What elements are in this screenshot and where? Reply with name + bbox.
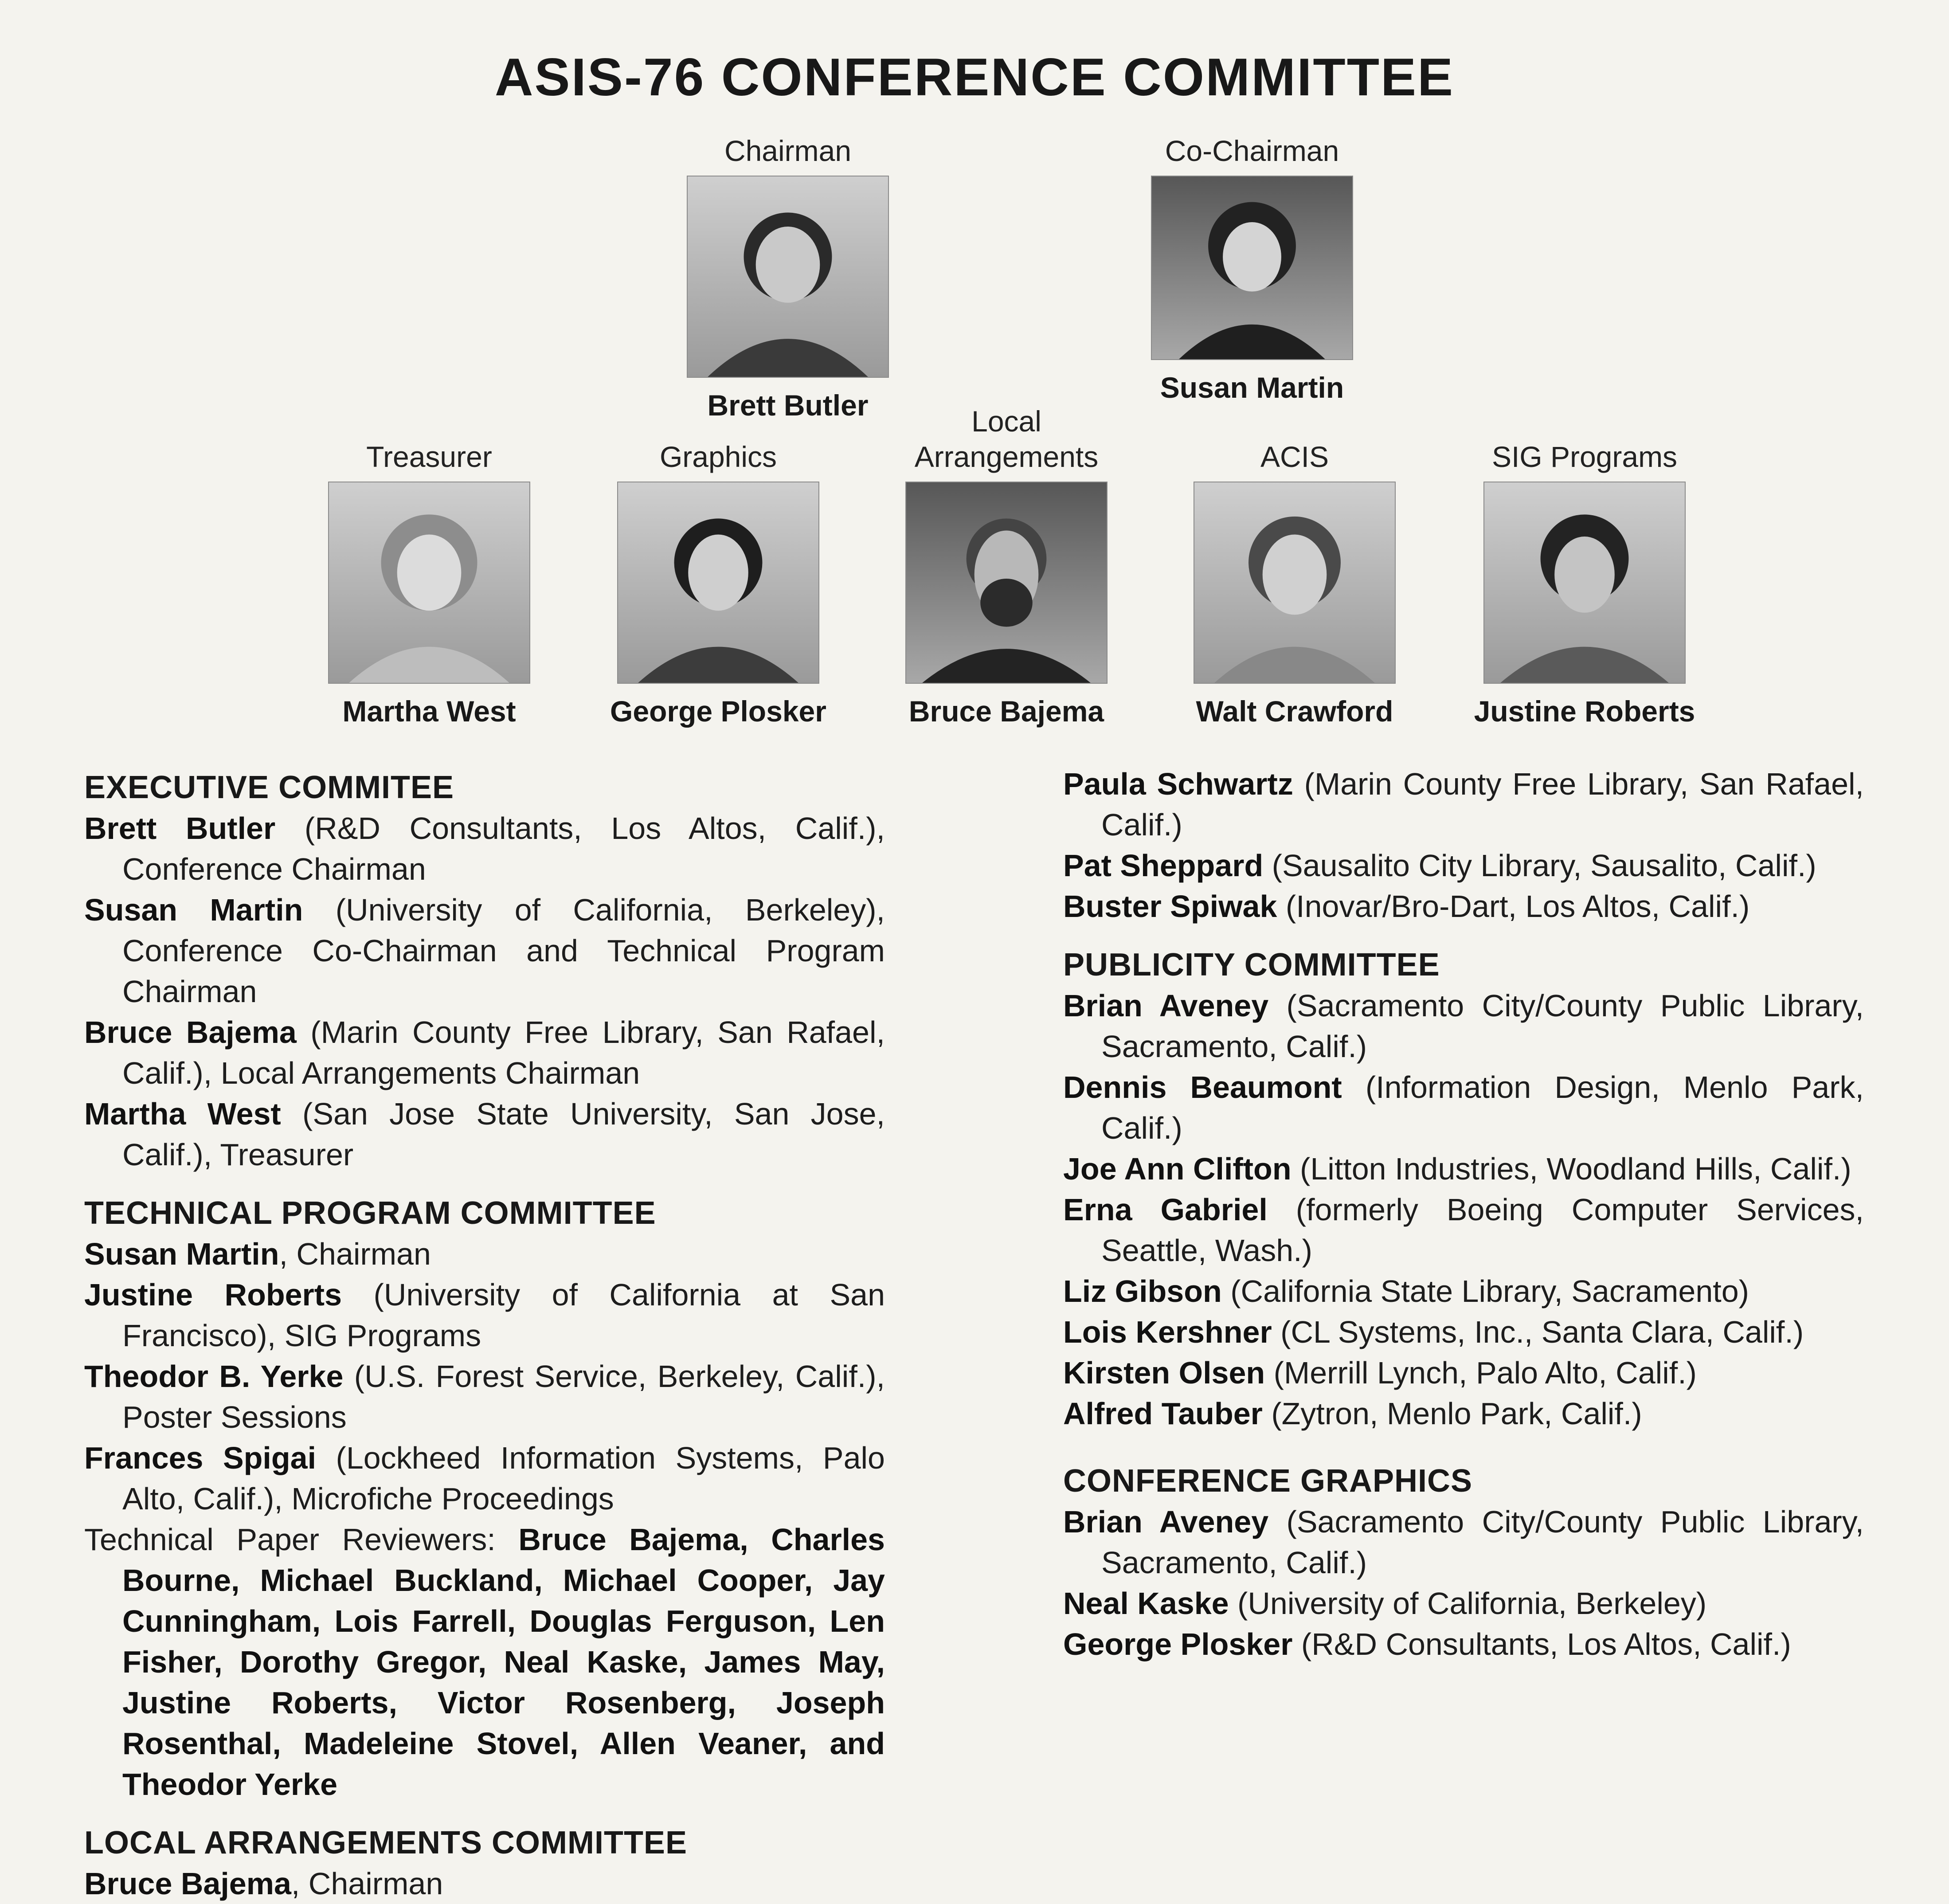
portrait-silhouette (1194, 482, 1395, 683)
member-name: Neal Kaske (1063, 1586, 1229, 1621)
member-affiliation: (CL Systems, Inc., Santa Clara, Calif.) (1272, 1315, 1804, 1349)
officer-graphics (594, 404, 842, 728)
portrait-silhouette (618, 482, 818, 683)
member-affiliation: (University of California at San Francisco), SIG Programs (122, 1277, 885, 1353)
member-name: Frances Spigai (84, 1441, 317, 1475)
committee-column-right (1063, 764, 1864, 1665)
portrait-silhouette (906, 482, 1107, 683)
member-name: Brian Aveney (1063, 1504, 1269, 1539)
officer-role: Chairman (724, 134, 852, 167)
member-affiliation: (R&D Consultants, Los Altos, Calif.) (1292, 1627, 1791, 1661)
committee-entry (1063, 886, 1864, 927)
portrait-photo (1151, 176, 1353, 360)
member-affiliation: (San Jose State University, San Jose, Calif.), Treasurer (122, 1097, 885, 1172)
member-affiliation: (Information Design, Menlo Park, Calif.) (1101, 1070, 1864, 1145)
committee-entry (1063, 1148, 1864, 1189)
section-heading-publicity: PUBLICITY COMMITTEE (1063, 947, 1440, 983)
committee-entry (84, 1356, 885, 1438)
reviewers-entry (84, 1519, 885, 1805)
member-name: Dennis Beaumont (1063, 1070, 1342, 1105)
reviewers-list: Bruce Bajema, Charles Bourne, Michael Buckland, Michael Cooper, Jay Cunningham, Lois Farrell, Douglas Ferguson, Len Fisher, Dorothy Gregor, Neal Kaske, James May, Justine Roberts, Victor Rosenberg, Joseph Rosenthal, Madeleine Stovel, Allen Veaner, and Theodor Yerke (122, 1522, 885, 1802)
committee-entry (84, 1234, 885, 1274)
member-affiliation: (Sausalito City Library, Sausalito, Calif.) (1263, 848, 1816, 883)
committee-entry (1063, 1312, 1864, 1352)
member-name: Erna Gabriel (1063, 1192, 1268, 1227)
section-heading-graphics: CONFERENCE GRAPHICS (1063, 1463, 1473, 1499)
committee-entry (84, 1093, 885, 1175)
member-affiliation: , Chairman (291, 1866, 443, 1901)
officer-name: George Plosker (610, 695, 826, 728)
member-affiliation: (Marin County Free Library, San Rafael, Calif.), Local Arrangements Chairman (122, 1015, 885, 1090)
officer-sig-programs (1460, 404, 1709, 728)
committee-entry (1063, 845, 1864, 886)
committee-entry (1063, 1624, 1864, 1665)
portrait-photo (1483, 482, 1686, 684)
committee-entry (1063, 764, 1864, 845)
member-affiliation: (U.S. Forest Service, Berkeley, Calif.), Poster Sessions (122, 1359, 885, 1434)
member-name: George Plosker (1063, 1627, 1293, 1661)
portrait-silhouette (688, 176, 888, 377)
member-name: Theodor B. Yerke (84, 1359, 344, 1394)
committee-entry (1063, 1189, 1864, 1271)
member-affiliation: (Zytron, Menlo Park, Calif.) (1262, 1396, 1642, 1431)
portrait-photo (905, 482, 1108, 684)
reviewers-label: Technical Paper Reviewers: (84, 1522, 519, 1557)
section-heading-executive: EXECUTIVE COMMITEE (84, 770, 454, 805)
officer-name: Justine Roberts (1474, 695, 1695, 728)
portrait-silhouette (1152, 176, 1352, 359)
member-affiliation: (Merrill Lynch, Palo Alto, Calif.) (1265, 1356, 1697, 1390)
officer-role: Co-Chairman (1165, 134, 1339, 167)
member-name: Susan Martin (84, 1237, 279, 1271)
officer-chairman (664, 133, 912, 422)
officer-acis (1170, 404, 1419, 728)
officer-role: Local Arrangements (914, 405, 1099, 473)
portrait-photo (328, 482, 530, 684)
committee-entry (1063, 985, 1864, 1067)
member-affiliation: (University of California, Berkeley) (1229, 1586, 1707, 1621)
member-affiliation: (Sacramento City/County Public Library, Sacramento, Calif.) (1101, 988, 1864, 1064)
committee-entry (84, 889, 885, 1012)
officer-treasurer (305, 404, 553, 728)
committee-entry (84, 1438, 885, 1519)
officer-co-chairman (1128, 133, 1376, 404)
member-name: Pat Sheppard (1063, 848, 1264, 883)
member-name: Bruce Bajema (84, 1866, 291, 1901)
officer-name: Brett Butler (707, 389, 869, 422)
member-name: Lois Kershner (1063, 1315, 1272, 1349)
member-name: Kirsten Olsen (1063, 1356, 1265, 1390)
member-name: Buster Spiwak (1063, 889, 1277, 924)
member-affiliation: , Chairman (279, 1237, 431, 1271)
section-heading-technical: TECHNICAL PROGRAM COMMITTEE (84, 1195, 656, 1231)
member-affiliation: (Sacramento City/County Public Library, Sacramento, Calif.) (1101, 1504, 1864, 1580)
member-name: Brett Butler (84, 811, 276, 846)
committee-entry (1063, 1501, 1864, 1583)
officer-name: Martha West (342, 695, 516, 728)
officer-role: SIG Programs (1491, 440, 1678, 473)
member-name: Bruce Bajema (84, 1015, 297, 1050)
member-name: Martha West (84, 1097, 281, 1131)
portrait-photo (687, 176, 889, 378)
member-affiliation: (Litton Industries, Woodland Hills, Calif.) (1291, 1152, 1851, 1186)
member-name: Alfred Tauber (1063, 1396, 1263, 1431)
member-affiliation: (formerly Boeing Computer Services, Seattle, Wash.) (1101, 1192, 1864, 1268)
committee-entry (1063, 1067, 1864, 1148)
portrait-silhouette (1484, 482, 1685, 683)
officer-local-arrangements (882, 404, 1131, 728)
portrait-photo (617, 482, 819, 684)
committee-entry (84, 808, 885, 889)
officer-name: Susan Martin (1160, 371, 1344, 404)
member-name: Paula Schwartz (1063, 767, 1293, 801)
committee-entry (84, 1274, 885, 1356)
member-name: Liz Gibson (1063, 1274, 1222, 1309)
portrait-photo (1194, 482, 1396, 684)
committee-entry (1063, 1583, 1864, 1624)
member-name: Brian Aveney (1063, 988, 1269, 1023)
member-name: Susan Martin (84, 893, 303, 927)
portrait-silhouette (329, 482, 529, 683)
officer-name: Walt Crawford (1196, 695, 1393, 728)
member-affiliation: (R&D Consultants, Los Altos, Calif.), Conference Chairman (122, 811, 885, 886)
member-name: Joe Ann Clifton (1063, 1152, 1292, 1186)
officer-name: Bruce Bajema (908, 695, 1104, 728)
member-affiliation: (Marin County Free Library, San Rafael, Calif.) (1101, 767, 1864, 842)
committee-entry (1063, 1271, 1864, 1312)
officer-role: Treasurer (366, 440, 492, 473)
committee-column-left (84, 767, 885, 1904)
officer-role: ACIS (1260, 440, 1329, 473)
page-title: ASIS-76 CONFERENCE COMMITTEE (494, 47, 1455, 107)
member-affiliation: (University of California, Berkeley), Conference Co-Chairman and Technical Program Chairman (122, 893, 885, 1009)
member-affiliation: (Lockheed Information Systems, Palo Alto, Calif.), Microfiche Proceedings (122, 1441, 885, 1516)
member-affiliation: (Inovar/Bro-Dart, Los Altos, Calif.) (1277, 889, 1750, 924)
member-affiliation: (California State Library, Sacramento) (1221, 1274, 1749, 1309)
committee-entry (84, 1863, 885, 1904)
committee-entry (1063, 1352, 1864, 1393)
member-name: Justine Roberts (84, 1277, 342, 1312)
committee-entry (1063, 1393, 1864, 1434)
officer-role: Graphics (659, 440, 777, 473)
committee-entry (84, 1012, 885, 1093)
section-heading-local: LOCAL ARRANGEMENTS COMMITTEE (84, 1825, 687, 1861)
